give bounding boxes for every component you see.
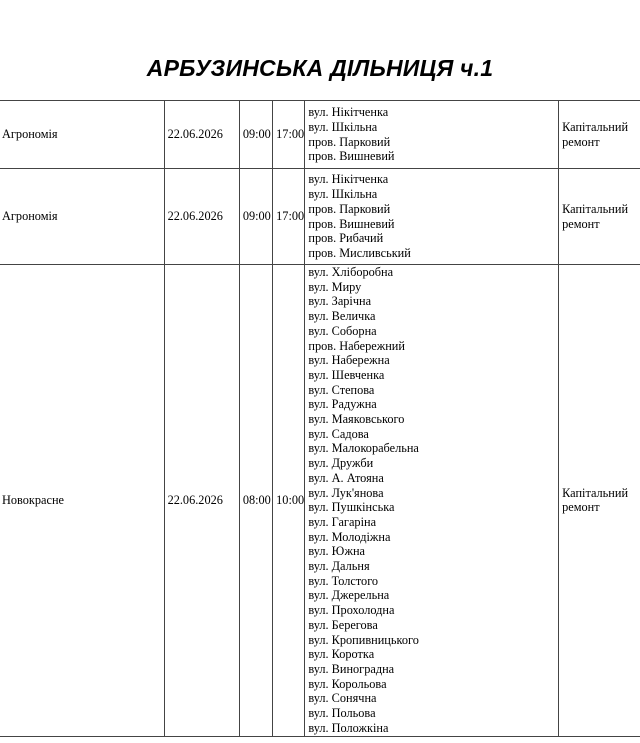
end-time-cell: 10:00: [273, 265, 305, 737]
date-cell: 22.06.2026: [164, 101, 239, 169]
street-item: пров. Парковий: [308, 201, 391, 216]
street-item: вул. Коротка: [308, 647, 375, 662]
street-item: вул. Малокорабельна: [308, 441, 419, 456]
street-item: пров. Вишневий: [308, 216, 395, 231]
street-item: вул. Молодіжна: [308, 529, 391, 544]
table-row: [0, 101, 640, 169]
street-item: вул. Величка: [308, 309, 376, 324]
reason-cell: Капітальний ремонт: [559, 265, 640, 737]
street-item: вул. Дальня: [308, 559, 370, 574]
streets-cell: [305, 101, 559, 169]
street-item: вул. Берегова: [308, 617, 378, 632]
start-time-cell: 09:00: [239, 101, 272, 169]
street-item: вул. Польова: [308, 706, 376, 721]
date-cell: 22.06.2026: [164, 265, 239, 737]
street-item: вул. Дружби: [308, 456, 374, 471]
street-item: вул. Нікітченка: [308, 172, 389, 187]
street-item: вул. Зарічна: [308, 294, 372, 309]
street-item: пров. Парковий: [308, 134, 391, 149]
street-item: вул. Шкільна: [308, 119, 378, 134]
end-time-cell: 17:00: [273, 169, 305, 265]
date-cell: 22.06.2026: [164, 169, 239, 265]
reason-cell: Капітальний ремонт: [559, 169, 640, 265]
reason-cell: Капітальний ремонт: [559, 101, 640, 169]
street-item: вул. Шкільна: [308, 187, 378, 202]
table-row: [0, 169, 640, 265]
location-cell: Агрономія: [0, 101, 164, 169]
street-item: вул. Гагаріна: [308, 514, 377, 529]
street-item: пров. Мисливський: [308, 245, 411, 260]
start-time-cell: 08:00: [239, 265, 272, 737]
street-item: вул. Степова: [308, 382, 375, 397]
end-time-cell: 17:00: [273, 101, 305, 169]
street-item: вул. Радужна: [308, 397, 377, 412]
street-item: вул. Шевченка: [308, 367, 385, 382]
page-title: АРБУЗИНСЬКА ДІЛЬНИЦЯ ч.1: [146, 55, 494, 81]
table-row: [0, 265, 640, 737]
street-item: вул. Лук'янова: [308, 485, 384, 500]
street-item: вул. Садова: [308, 426, 369, 441]
streets-cell: [305, 169, 559, 265]
street-item: пров. Рибачий: [308, 231, 384, 246]
outage-schedule-table: [0, 100, 640, 737]
street-item: вул. Положкіна: [308, 720, 389, 735]
start-time-cell: 09:00: [239, 169, 272, 265]
street-item: вул. Южна: [308, 544, 365, 559]
street-item: вул. Сонячна: [308, 691, 377, 706]
street-item: вул. Виноградна: [308, 661, 395, 676]
street-item: вул. Пушкінська: [308, 500, 395, 515]
street-item: вул. Набережна: [308, 353, 390, 368]
street-item: вул. Миру: [308, 279, 362, 294]
street-item: вул. Нікітченка: [308, 105, 389, 120]
street-item: вул. Хліборобна: [308, 265, 394, 279]
street-item: вул. Прохолодна: [308, 603, 395, 618]
street-item: вул. Соборна: [308, 323, 377, 338]
schedule-body: [0, 101, 640, 737]
street-item: вул. Кропивницького: [308, 632, 419, 647]
street-item: пров. Вишневий: [308, 149, 395, 164]
location-cell: Агрономія: [0, 169, 164, 265]
street-item: вул. А. Атояна: [308, 470, 384, 485]
street-item: вул. Маяковського: [308, 412, 405, 427]
street-item: пров. Набережний: [308, 338, 405, 353]
streets-cell: [305, 265, 559, 737]
street-item: вул. Джерельна: [308, 588, 390, 603]
street-item: вул. Толстого: [308, 573, 379, 588]
location-cell: Новокрасне: [0, 265, 164, 737]
street-item: вул. Корольова: [308, 676, 387, 691]
